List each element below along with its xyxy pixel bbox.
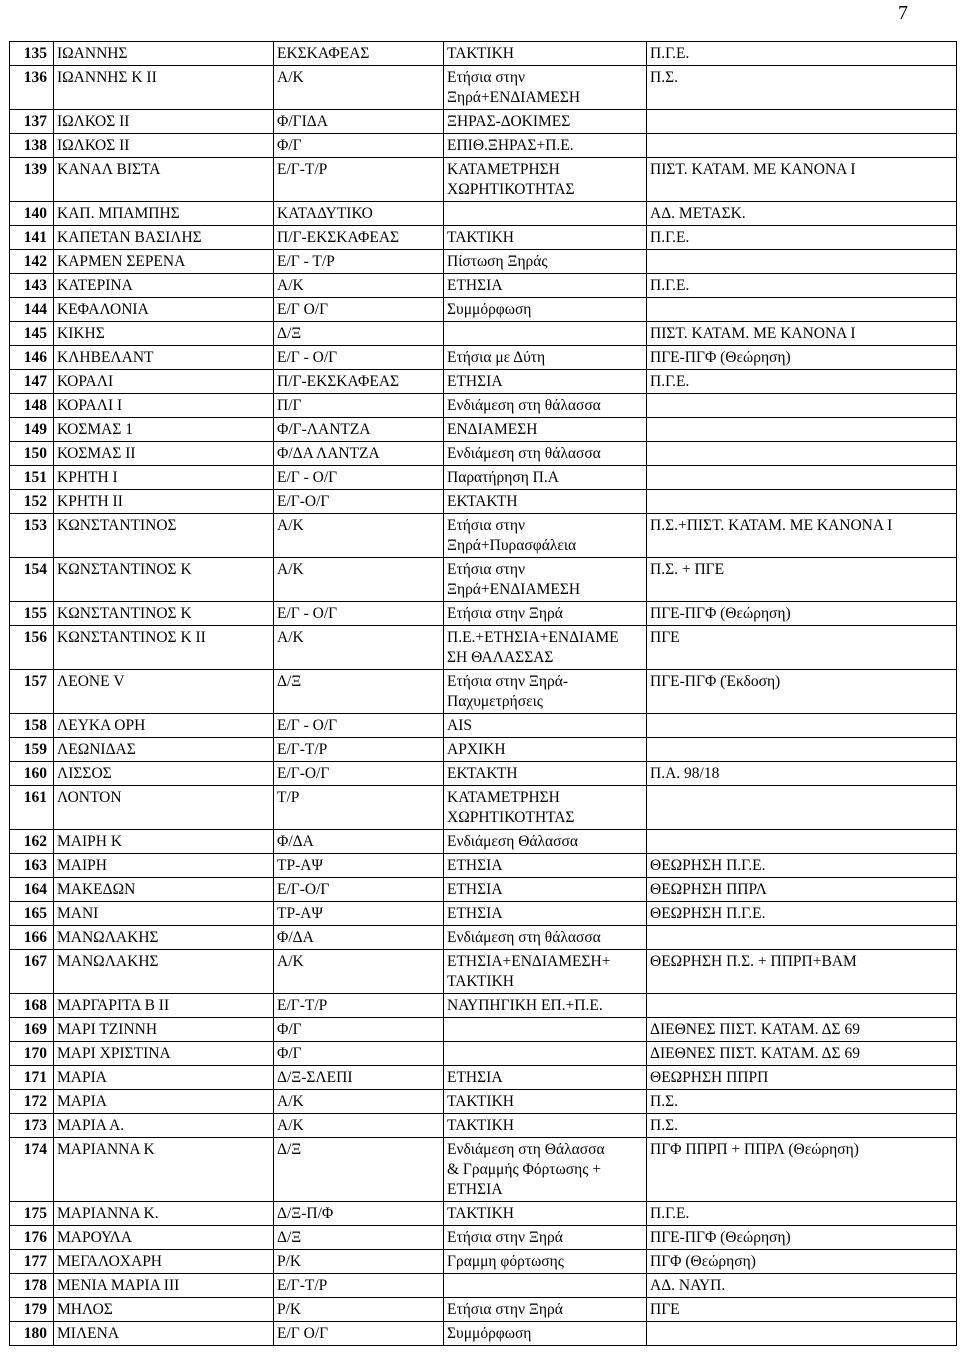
vessel-name-cell: ΜΑΝΙ	[54, 902, 274, 926]
certificate-cell	[647, 1322, 957, 1346]
vessel-type-cell: Ε/Γ-Τ/Ρ	[274, 1274, 444, 1298]
row-number-cell: 171	[10, 1066, 54, 1090]
certificate-cell	[647, 738, 957, 762]
table-row	[10, 878, 957, 902]
table-row	[10, 394, 957, 418]
inspection-type-cell: Ετήσια στην Ξηρά+ΕΝΔΙΑΜΕΣΗ	[444, 66, 647, 110]
vessel-type-cell: Π/Γ-ΕΚΣΚΑΦΕΑΣ	[274, 226, 444, 250]
vessel-type-cell: Φ/ΔΑ	[274, 926, 444, 950]
table-row	[10, 1018, 957, 1042]
vessel-name-cell: ΚΟΡΑΛΙ	[54, 370, 274, 394]
table-row	[10, 714, 957, 738]
vessel-type-cell: Α/Κ	[274, 514, 444, 558]
certificate-cell: Π.Γ.Ε.	[647, 1202, 957, 1226]
vessel-type-cell: ΤΡ-ΑΨ	[274, 854, 444, 878]
certificate-cell	[647, 490, 957, 514]
vessel-type-cell: Ε/Γ Ο/Γ	[274, 298, 444, 322]
vessel-type-cell: Φ/ΓΙΔΑ	[274, 110, 444, 134]
inspection-type-cell: ΕΚΤΑΚΤΗ	[444, 762, 647, 786]
vessel-type-cell: Τ/Ρ	[274, 786, 444, 830]
row-number-cell: 151	[10, 466, 54, 490]
vessel-type-cell: Α/Κ	[274, 626, 444, 670]
certificate-cell: Π.Σ.+ΠΙΣΤ. ΚΑΤΑΜ. ΜΕ ΚΑΝΟΝΑ Ι	[647, 514, 957, 558]
table-row	[10, 1274, 957, 1298]
vessel-name-cell: ΛΟΝΤΟΝ	[54, 786, 274, 830]
inspection-type-cell: ΚΑΤΑΜΕΤΡΗΣΗ ΧΩΡΗΤΙΚΟΤΗΤΑΣ	[444, 158, 647, 202]
row-number-cell: 152	[10, 490, 54, 514]
row-number-cell: 138	[10, 134, 54, 158]
table-row	[10, 1202, 957, 1226]
inspection-type-cell: ΤΑΚΤΙΚΗ	[444, 226, 647, 250]
vessel-name-cell: ΛΕΩΝΙΔΑΣ	[54, 738, 274, 762]
vessel-type-cell: Ε/Γ - Τ/Ρ	[274, 250, 444, 274]
row-number-cell: 178	[10, 1274, 54, 1298]
certificate-cell: Π.Σ.	[647, 1114, 957, 1138]
vessel-type-cell: Ε/Γ-Τ/Ρ	[274, 994, 444, 1018]
certificate-cell: ΘΕΩΡΗΣΗ Π.Γ.Ε.	[647, 854, 957, 878]
inspection-type-cell: Συμμόρφωση	[444, 298, 647, 322]
vessel-type-cell: Φ/Γ-ΛΑΝΤΖΑ	[274, 418, 444, 442]
vessel-type-cell: Φ/ΔΑ	[274, 830, 444, 854]
vessel-type-cell: Ε/Γ Ο/Γ	[274, 1322, 444, 1346]
vessel-type-cell: Ε/Γ-Τ/Ρ	[274, 158, 444, 202]
certificate-cell: Π.Α. 98/18	[647, 762, 957, 786]
vessel-type-cell: Π/Γ-ΕΚΣΚΑΦΕΑΣ	[274, 370, 444, 394]
vessel-type-cell: Ε/Γ - Ο/Γ	[274, 346, 444, 370]
certificate-cell	[647, 134, 957, 158]
table-row	[10, 1066, 957, 1090]
vessel-inspection-table	[9, 41, 957, 1346]
vessel-name-cell: ΜΕΓΑΛΟΧΑΡΗ	[54, 1250, 274, 1274]
certificate-cell: ΘΕΩΡΗΣΗ ΠΠΡΛ	[647, 878, 957, 902]
table-row	[10, 322, 957, 346]
inspection-type-cell: Ετήσια στην Ξηρά- Παχυμετρήσεις	[444, 670, 647, 714]
row-number-cell: 162	[10, 830, 54, 854]
row-number-cell: 147	[10, 370, 54, 394]
table-row	[10, 1250, 957, 1274]
vessel-type-cell: Α/Κ	[274, 1114, 444, 1138]
row-number-cell: 150	[10, 442, 54, 466]
vessel-type-cell: Α/Κ	[274, 1090, 444, 1114]
certificate-cell: ΠΓΦ (Θεώρηση)	[647, 1250, 957, 1274]
inspection-type-cell: ΤΑΚΤΙΚΗ	[444, 42, 647, 66]
table-row	[10, 466, 957, 490]
table-row	[10, 158, 957, 202]
inspection-type-cell: Πίστωση Ξηράς	[444, 250, 647, 274]
table-row	[10, 298, 957, 322]
table-row	[10, 66, 957, 110]
row-number-cell: 157	[10, 670, 54, 714]
table-row	[10, 1114, 957, 1138]
certificate-cell: ΑΔ. ΝΑΥΠ.	[647, 1274, 957, 1298]
vessel-type-cell: ΚΑΤΑΔΥΤΙΚΟ	[274, 202, 444, 226]
vessel-type-cell: Ε/Γ-Ο/Γ	[274, 762, 444, 786]
inspection-type-cell: ΕΤΗΣΙΑ	[444, 878, 647, 902]
certificate-cell: Π.Σ. + ΠΓΕ	[647, 558, 957, 602]
vessel-name-cell: ΙΩΑΝΝΗΣ Κ ΙΙ	[54, 66, 274, 110]
row-number-cell: 163	[10, 854, 54, 878]
inspection-type-cell: ΕΤΗΣΙΑ	[444, 1066, 647, 1090]
table-row	[10, 134, 957, 158]
certificate-cell: ΘΕΩΡΗΣΗ ΠΠΡΠ	[647, 1066, 957, 1090]
table-row	[10, 854, 957, 878]
inspection-type-cell: ΕΤΗΣΙΑ	[444, 902, 647, 926]
vessel-name-cell: ΜΑΡΟΥΛΑ	[54, 1226, 274, 1250]
vessel-type-cell: ΤΡ-ΑΨ	[274, 902, 444, 926]
vessel-name-cell: ΚΟΡΑΛΙ Ι	[54, 394, 274, 418]
vessel-name-cell: ΜΑΡΙΑΝΝΑ Κ	[54, 1138, 274, 1202]
certificate-cell	[647, 830, 957, 854]
certificate-cell: ΠΙΣΤ. ΚΑΤΑΜ. ΜΕ ΚΑΝΟΝΑ Ι	[647, 158, 957, 202]
certificate-cell: ΘΕΩΡΗΣΗ Π.Γ.Ε.	[647, 902, 957, 926]
vessel-type-cell: Δ/Ξ	[274, 322, 444, 346]
certificate-cell: ΔΙΕΘΝΕΣ ΠΙΣΤ. ΚΑΤΑΜ. ΔΣ 69	[647, 1018, 957, 1042]
vessel-name-cell: ΜΑΝΩΛΑΚΗΣ	[54, 926, 274, 950]
certificate-cell: ΘΕΩΡΗΣΗ Π.Σ. + ΠΠΡΠ+ΒΑΜ	[647, 950, 957, 994]
table-row	[10, 602, 957, 626]
vessel-name-cell: ΜΕΝΙΑ ΜΑΡΙΑ ΙΙΙ	[54, 1274, 274, 1298]
vessel-type-cell: Φ/ΔΑ ΛΑΝΤΖΑ	[274, 442, 444, 466]
vessel-name-cell: ΚΕΦΑΛΟΝΙΑ	[54, 298, 274, 322]
certificate-cell	[647, 394, 957, 418]
vessel-name-cell: ΚΑΡΜΕΝ ΣΕΡΕΝΑ	[54, 250, 274, 274]
table-row	[10, 202, 957, 226]
row-number-cell: 142	[10, 250, 54, 274]
vessel-name-cell: ΜΙΛΕΝΑ	[54, 1322, 274, 1346]
page-number: 7	[898, 2, 908, 24]
vessel-name-cell: ΛΕΥΚΑ ΟΡΗ	[54, 714, 274, 738]
table-row	[10, 1042, 957, 1066]
certificate-cell	[647, 418, 957, 442]
vessel-name-cell: ΜΑΡΙ ΧΡΙΣΤΙΝΑ	[54, 1042, 274, 1066]
table-row	[10, 370, 957, 394]
table-row	[10, 558, 957, 602]
vessel-name-cell: ΚΑΠΕΤΑΝ ΒΑΣΙΛΗΣ	[54, 226, 274, 250]
vessel-name-cell: ΜΑΙΡΗ Κ	[54, 830, 274, 854]
inspection-type-cell: ΝΑΥΠΗΓΙΚΗ ΕΠ.+Π.Ε.	[444, 994, 647, 1018]
inspection-type-cell: Ετήσια στην Ξηρά+ΕΝΔΙΑΜΕΣΗ	[444, 558, 647, 602]
vessel-name-cell: ΛΕΟΝΕ V	[54, 670, 274, 714]
row-number-cell: 155	[10, 602, 54, 626]
inspection-type-cell	[444, 202, 647, 226]
vessel-name-cell: ΚΡΗΤΗ Ι	[54, 466, 274, 490]
table-row	[10, 994, 957, 1018]
table-row	[10, 902, 957, 926]
row-number-cell: 148	[10, 394, 54, 418]
vessel-name-cell: ΚΟΣΜΑΣ 1	[54, 418, 274, 442]
vessel-type-cell: Ε/Γ-Ο/Γ	[274, 878, 444, 902]
table-row	[10, 42, 957, 66]
vessel-type-cell: Δ/Ξ-Π/Φ	[274, 1202, 444, 1226]
table-row	[10, 1226, 957, 1250]
vessel-name-cell: ΜΑΝΩΛΑΚΗΣ	[54, 950, 274, 994]
vessel-type-cell: Ε/Γ - Ο/Γ	[274, 602, 444, 626]
row-number-cell: 159	[10, 738, 54, 762]
row-number-cell: 145	[10, 322, 54, 346]
inspection-type-cell: ΞΗΡΑΣ-ΔΟΚΙΜΕΣ	[444, 110, 647, 134]
row-number-cell: 143	[10, 274, 54, 298]
certificate-cell	[647, 250, 957, 274]
inspection-type-cell: Π.Ε.+ΕΤΗΣΙΑ+ΕΝΔΙΑΜΕ ΣΗ ΘΑΛΑΣΣΑΣ	[444, 626, 647, 670]
table-row	[10, 1138, 957, 1202]
row-number-cell: 167	[10, 950, 54, 994]
vessel-type-cell: Ε/Γ-Τ/Ρ	[274, 738, 444, 762]
inspection-type-cell: Παρατήρηση Π.Α	[444, 466, 647, 490]
inspection-type-cell: Συμμόρφωση	[444, 1322, 647, 1346]
vessel-name-cell: ΚΛΗΒΕΛΑΝΤ	[54, 346, 274, 370]
vessel-name-cell: ΜΑΡΙΑΝΝΑ Κ.	[54, 1202, 274, 1226]
certificate-cell	[647, 714, 957, 738]
inspection-type-cell	[444, 1018, 647, 1042]
row-number-cell: 135	[10, 42, 54, 66]
certificate-cell: ΠΙΣΤ. ΚΑΤΑΜ. ΜΕ ΚΑΝΟΝΑ Ι	[647, 322, 957, 346]
vessel-name-cell: ΙΩΛΚΟΣ ΙΙ	[54, 110, 274, 134]
vessel-name-cell: ΚΑΤΕΡΙΝΑ	[54, 274, 274, 298]
table-row	[10, 1298, 957, 1322]
vessel-type-cell: Ε/Γ - Ο/Γ	[274, 714, 444, 738]
row-number-cell: 168	[10, 994, 54, 1018]
inspection-type-cell: Ετήσια με Δύτη	[444, 346, 647, 370]
vessel-name-cell: ΚΑΠ. ΜΠΑΜΠΗΣ	[54, 202, 274, 226]
certificate-cell: Π.Γ.Ε.	[647, 274, 957, 298]
inspection-type-cell: Ενδιάμεση στη Θάλασσα & Γραμμής Φόρτωσης + ΕΤΗΣΙΑ	[444, 1138, 647, 1202]
inspection-type-cell: AIS	[444, 714, 647, 738]
certificate-cell: ΠΓΕ-ΠΓΦ (Έκδοση)	[647, 670, 957, 714]
row-number-cell: 172	[10, 1090, 54, 1114]
inspection-type-cell: ΕΤΗΣΙΑ	[444, 370, 647, 394]
vessel-name-cell: ΚΑΝΑΛ ΒΙΣΤΑ	[54, 158, 274, 202]
table-row	[10, 1090, 957, 1114]
inspection-type-cell	[444, 1274, 647, 1298]
vessel-name-cell: ΚΩΝΣΤΑΝΤΙΝΟΣ Κ ΙΙ	[54, 626, 274, 670]
row-number-cell: 176	[10, 1226, 54, 1250]
inspection-type-cell: ΤΑΚΤΙΚΗ	[444, 1114, 647, 1138]
vessel-name-cell: ΜΗΛΟΣ	[54, 1298, 274, 1322]
table-row	[10, 110, 957, 134]
vessel-name-cell: ΛΙΣΣΟΣ	[54, 762, 274, 786]
table-row	[10, 514, 957, 558]
table-row	[10, 670, 957, 714]
certificate-cell: ΠΓΕ	[647, 1298, 957, 1322]
inspection-type-cell: ΕΤΗΣΙΑ	[444, 274, 647, 298]
row-number-cell: 174	[10, 1138, 54, 1202]
vessel-type-cell: Δ/Ξ-ΣΛΕΠΙ	[274, 1066, 444, 1090]
inspection-type-cell	[444, 1042, 647, 1066]
certificate-cell: Π.Σ.	[647, 66, 957, 110]
vessel-type-cell: Ε/Γ - Ο/Γ	[274, 466, 444, 490]
certificate-cell: Π.Γ.Ε.	[647, 42, 957, 66]
certificate-cell: Π.Γ.Ε.	[647, 226, 957, 250]
row-number-cell: 160	[10, 762, 54, 786]
inspection-type-cell: ΕΤΗΣΙΑ	[444, 854, 647, 878]
certificate-cell	[647, 926, 957, 950]
row-number-cell: 136	[10, 66, 54, 110]
inspection-type-cell: Ενδιάμεση Θάλασσα	[444, 830, 647, 854]
row-number-cell: 139	[10, 158, 54, 202]
table-row	[10, 418, 957, 442]
vessel-name-cell: ΜΑΡΙΑ Α.	[54, 1114, 274, 1138]
vessel-type-cell: Δ/Ξ	[274, 1226, 444, 1250]
inspection-type-cell: Ετήσια στην Ξηρά+Πυρασφάλεια	[444, 514, 647, 558]
row-number-cell: 164	[10, 878, 54, 902]
inspection-type-cell: Ετήσια στην Ξηρά	[444, 602, 647, 626]
table-row	[10, 738, 957, 762]
inspection-type-cell	[444, 322, 647, 346]
table-row	[10, 226, 957, 250]
vessel-type-cell: Φ/Γ	[274, 134, 444, 158]
row-number-cell: 146	[10, 346, 54, 370]
inspection-type-cell: Ενδιάμεση στη θάλασσα	[444, 394, 647, 418]
vessel-type-cell: Φ/Γ	[274, 1042, 444, 1066]
row-number-cell: 169	[10, 1018, 54, 1042]
table-row	[10, 1322, 957, 1346]
row-number-cell: 153	[10, 514, 54, 558]
certificate-cell: ΑΔ. ΜΕΤΑΣΚ.	[647, 202, 957, 226]
vessel-type-cell: Α/Κ	[274, 950, 444, 994]
vessel-type-cell: Α/Κ	[274, 274, 444, 298]
certificate-cell: ΠΓΕ-ΠΓΦ (Θεώρηση)	[647, 602, 957, 626]
table-row	[10, 950, 957, 994]
certificate-cell	[647, 786, 957, 830]
vessel-type-cell: Ρ/Κ	[274, 1250, 444, 1274]
inspection-type-cell: ΕΠΙΘ.ΞΗΡΑΣ+Π.Ε.	[444, 134, 647, 158]
vessel-name-cell: ΚΩΝΣΤΑΝΤΙΝΟΣ	[54, 514, 274, 558]
table-body	[10, 42, 957, 1346]
row-number-cell: 179	[10, 1298, 54, 1322]
row-number-cell: 154	[10, 558, 54, 602]
vessel-name-cell: ΚΡΗΤΗ ΙΙ	[54, 490, 274, 514]
vessel-name-cell: ΚΟΣΜΑΣ ΙΙ	[54, 442, 274, 466]
row-number-cell: 173	[10, 1114, 54, 1138]
vessel-name-cell: ΜΑΡΓΑΡΙΤΑ Β ΙΙ	[54, 994, 274, 1018]
certificate-cell	[647, 110, 957, 134]
vessel-name-cell: ΜΑΡΙΑ	[54, 1066, 274, 1090]
vessel-name-cell: ΜΑΡΙ ΤΖΙΝΝΗ	[54, 1018, 274, 1042]
vessel-type-cell: Ε/Γ-Ο/Γ	[274, 490, 444, 514]
table-row	[10, 490, 957, 514]
vessel-name-cell: ΜΑΙΡΗ	[54, 854, 274, 878]
row-number-cell: 170	[10, 1042, 54, 1066]
row-number-cell: 144	[10, 298, 54, 322]
row-number-cell: 158	[10, 714, 54, 738]
inspection-type-cell: Ετήσια στην Ξηρά	[444, 1298, 647, 1322]
table-row	[10, 762, 957, 786]
inspection-type-cell: Ετήσια στην Ξηρά	[444, 1226, 647, 1250]
inspection-type-cell: ΤΑΚΤΙΚΗ	[444, 1202, 647, 1226]
certificate-cell	[647, 466, 957, 490]
certificate-cell: ΠΓΕ-ΠΓΦ (Θεώρηση)	[647, 346, 957, 370]
row-number-cell: 161	[10, 786, 54, 830]
table-row	[10, 250, 957, 274]
vessel-name-cell: ΜΑΚΕΔΩΝ	[54, 878, 274, 902]
inspection-type-cell: ΑΡΧΙΚΗ	[444, 738, 647, 762]
certificate-cell: Π.Γ.Ε.	[647, 370, 957, 394]
inspection-type-cell: ΕΚΤΑΚΤΗ	[444, 490, 647, 514]
table-row	[10, 346, 957, 370]
table-row	[10, 274, 957, 298]
table-row	[10, 830, 957, 854]
certificate-cell	[647, 442, 957, 466]
row-number-cell: 137	[10, 110, 54, 134]
vessel-name-cell: ΙΩΑΝΝΗΣ	[54, 42, 274, 66]
row-number-cell: 140	[10, 202, 54, 226]
vessel-type-cell: Ρ/Κ	[274, 1298, 444, 1322]
row-number-cell: 166	[10, 926, 54, 950]
row-number-cell: 156	[10, 626, 54, 670]
certificate-cell: ΠΓΕ-ΠΓΦ (Θεώρηση)	[647, 1226, 957, 1250]
inspection-type-cell: ΚΑΤΑΜΕΤΡΗΣΗ ΧΩΡΗΤΙΚΟΤΗΤΑΣ	[444, 786, 647, 830]
row-number-cell: 141	[10, 226, 54, 250]
inspection-type-cell: ΤΑΚΤΙΚΗ	[444, 1090, 647, 1114]
table-row	[10, 926, 957, 950]
table-row	[10, 786, 957, 830]
inspection-type-cell: ΕΝΔΙΑΜΕΣΗ	[444, 418, 647, 442]
certificate-cell: Π.Σ.	[647, 1090, 957, 1114]
row-number-cell: 180	[10, 1322, 54, 1346]
certificate-cell: ΠΓΕ	[647, 626, 957, 670]
vessel-type-cell: ΕΚΣΚΑΦΕΑΣ	[274, 42, 444, 66]
row-number-cell: 165	[10, 902, 54, 926]
vessel-name-cell: ΚΙΚΗΣ	[54, 322, 274, 346]
inspection-type-cell: Γραμμη φόρτωσης	[444, 1250, 647, 1274]
vessel-type-cell: Δ/Ξ	[274, 1138, 444, 1202]
certificate-cell	[647, 994, 957, 1018]
inspection-type-cell: Ενδιάμεση στη θάλασσα	[444, 926, 647, 950]
vessel-type-cell: Α/Κ	[274, 66, 444, 110]
row-number-cell: 175	[10, 1202, 54, 1226]
vessel-name-cell: ΜΑΡΙΑ	[54, 1090, 274, 1114]
inspection-type-cell: Ενδιάμεση στη θάλασσα	[444, 442, 647, 466]
vessel-type-cell: Π/Γ	[274, 394, 444, 418]
vessel-name-cell: ΙΩΛΚΟΣ ΙΙ	[54, 134, 274, 158]
table-row	[10, 626, 957, 670]
vessel-type-cell: Δ/Ξ	[274, 670, 444, 714]
vessel-type-cell: Φ/Γ	[274, 1018, 444, 1042]
table-row	[10, 442, 957, 466]
certificate-cell	[647, 298, 957, 322]
vessel-type-cell: Α/Κ	[274, 558, 444, 602]
vessel-name-cell: ΚΩΝΣΤΑΝΤΙΝΟΣ Κ	[54, 558, 274, 602]
certificate-cell: ΠΓΦ ΠΠΡΠ + ΠΠΡΛ (Θεώρηση)	[647, 1138, 957, 1202]
vessel-name-cell: ΚΩΝΣΤΑΝΤΙΝΟΣ Κ	[54, 602, 274, 626]
row-number-cell: 149	[10, 418, 54, 442]
certificate-cell: ΔΙΕΘΝΕΣ ΠΙΣΤ. ΚΑΤΑΜ. ΔΣ 69	[647, 1042, 957, 1066]
inspection-type-cell: ΕΤΗΣΙΑ+ΕΝΔΙΑΜΕΣΗ+ ΤΑΚΤΙΚΗ	[444, 950, 647, 994]
row-number-cell: 177	[10, 1250, 54, 1274]
